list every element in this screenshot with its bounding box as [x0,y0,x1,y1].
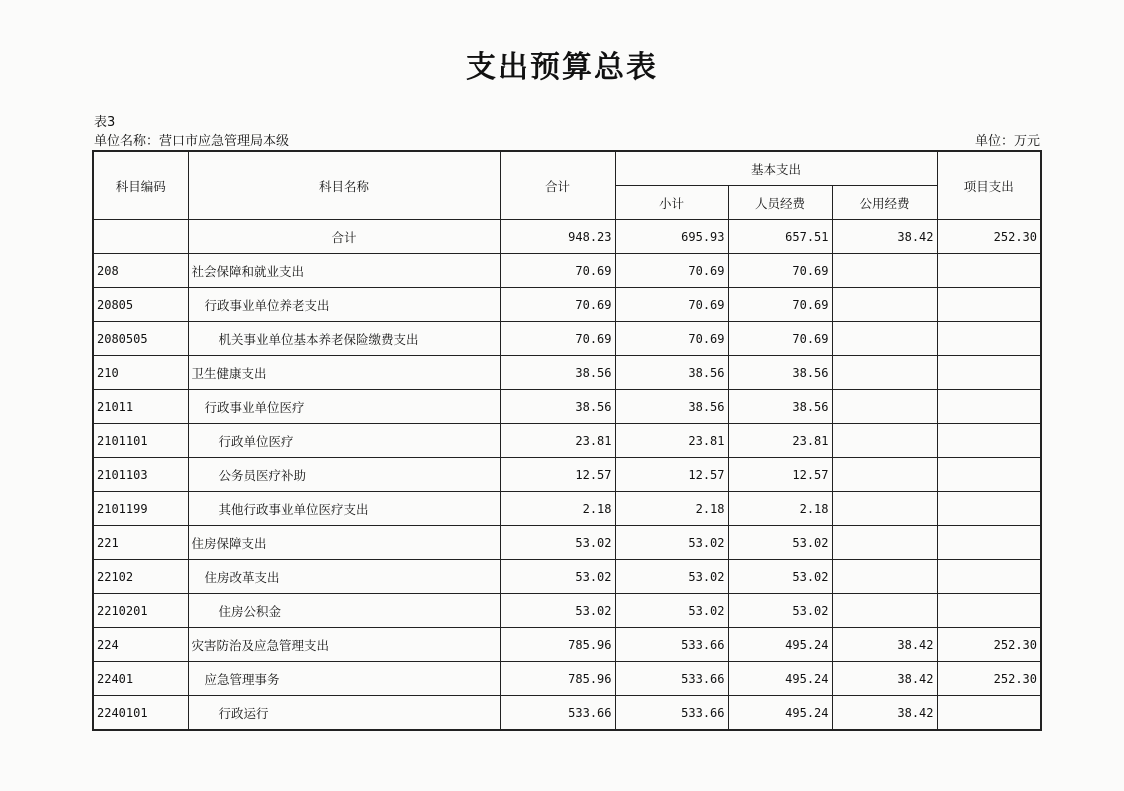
cell-code [93,220,188,254]
cell-personnel: 53.02 [728,560,832,594]
page-title: 支出预算总表 [466,50,658,85]
cell-name: 行政事业单位医疗 [188,390,500,424]
cell-project: 252.30 [937,628,1041,662]
cell-total: 38.56 [500,390,615,424]
cell-total: 2.18 [500,492,615,526]
table-row [93,356,1041,390]
cell-subtotal: 53.02 [615,560,728,594]
table-row [93,220,1041,254]
cell-project [937,696,1041,731]
cell-project [937,288,1041,322]
table-row [93,390,1041,424]
cell-code: 21011 [93,390,188,424]
cell-personnel: 70.69 [728,254,832,288]
cell-code: 2101199 [93,492,188,526]
cell-public [832,594,937,628]
header-public: 公用经费 [832,186,937,220]
cell-code: 2240101 [93,696,188,731]
cell-name: 行政事业单位养老支出 [188,288,500,322]
cell-subtotal: 70.69 [615,254,728,288]
cell-name: 应急管理事务 [188,662,500,696]
cell-name: 社会保障和就业支出 [188,254,500,288]
cell-personnel: 2.18 [728,492,832,526]
cell-name: 其他行政事业单位医疗支出 [188,492,500,526]
cell-name: 灾害防治及应急管理支出 [188,628,500,662]
unit-label: 单位：万元 [974,134,1040,149]
cell-personnel: 657.51 [728,220,832,254]
cell-project [937,322,1041,356]
table-row [93,594,1041,628]
cell-subtotal: 70.69 [615,288,728,322]
cell-public [832,560,937,594]
table-number: 表3 [94,115,116,130]
budget-table [92,150,1042,731]
cell-name: 卫生健康支出 [188,356,500,390]
cell-public [832,288,937,322]
cell-subtotal: 38.56 [615,390,728,424]
cell-subtotal: 53.02 [615,594,728,628]
table-row [93,492,1041,526]
cell-public [832,458,937,492]
table-row [93,424,1041,458]
cell-name: 住房公积金 [188,594,500,628]
cell-personnel: 70.69 [728,322,832,356]
cell-subtotal: 23.81 [615,424,728,458]
cell-subtotal: 12.57 [615,458,728,492]
cell-code: 22401 [93,662,188,696]
cell-code: 22102 [93,560,188,594]
cell-name: 机关事业单位基本养老保险缴费支出 [188,322,500,356]
table-row [93,662,1041,696]
header-total: 合计 [500,151,615,220]
cell-total: 12.57 [500,458,615,492]
cell-total: 533.66 [500,696,615,731]
cell-personnel: 495.24 [728,696,832,731]
table-row [93,696,1041,731]
table-row [93,254,1041,288]
header-code: 科目编码 [93,151,188,220]
cell-total: 785.96 [500,628,615,662]
cell-personnel: 495.24 [728,628,832,662]
cell-code: 20805 [93,288,188,322]
unit-name: 单位名称：营口市应急管理局本级 [94,134,290,149]
cell-public [832,356,937,390]
cell-public [832,492,937,526]
cell-project [937,560,1041,594]
cell-total: 53.02 [500,594,615,628]
cell-personnel: 23.81 [728,424,832,458]
table-row [93,628,1041,662]
cell-project [937,254,1041,288]
cell-project [937,526,1041,560]
cell-code: 224 [93,628,188,662]
cell-subtotal: 533.66 [615,662,728,696]
cell-subtotal: 53.02 [615,526,728,560]
cell-public [832,254,937,288]
cell-total: 53.02 [500,560,615,594]
header-name: 科目名称 [188,151,500,220]
cell-personnel: 53.02 [728,594,832,628]
cell-total: 53.02 [500,526,615,560]
cell-personnel: 38.56 [728,390,832,424]
cell-public [832,322,937,356]
cell-project: 252.30 [937,662,1041,696]
cell-project [937,424,1041,458]
cell-code: 2101103 [93,458,188,492]
cell-code: 2080505 [93,322,188,356]
cell-name: 行政运行 [188,696,500,731]
table-row [93,526,1041,560]
cell-code: 210 [93,356,188,390]
cell-project [937,458,1041,492]
cell-project [937,594,1041,628]
cell-project: 252.30 [937,220,1041,254]
cell-subtotal: 533.66 [615,628,728,662]
cell-code: 221 [93,526,188,560]
cell-total: 785.96 [500,662,615,696]
cell-total: 70.69 [500,254,615,288]
cell-name: 行政单位医疗 [188,424,500,458]
cell-subtotal: 695.93 [615,220,728,254]
table-row [93,560,1041,594]
cell-subtotal: 70.69 [615,322,728,356]
table-row [93,458,1041,492]
cell-project [937,390,1041,424]
cell-public [832,526,937,560]
cell-total: 948.23 [500,220,615,254]
cell-total: 70.69 [500,322,615,356]
cell-personnel: 70.69 [728,288,832,322]
cell-personnel: 495.24 [728,662,832,696]
cell-personnel: 38.56 [728,356,832,390]
cell-public: 38.42 [832,220,937,254]
cell-personnel: 53.02 [728,526,832,560]
cell-name: 住房保障支出 [188,526,500,560]
cell-name: 合计 [188,220,500,254]
cell-public: 38.42 [832,628,937,662]
cell-project [937,356,1041,390]
cell-total: 70.69 [500,288,615,322]
cell-public: 38.42 [832,696,937,731]
cell-project [937,492,1041,526]
cell-code: 208 [93,254,188,288]
cell-subtotal: 2.18 [615,492,728,526]
unit-info-row [94,130,1040,149]
header-subtotal: 小计 [615,186,728,220]
cell-public: 38.42 [832,662,937,696]
cell-total: 38.56 [500,356,615,390]
cell-name: 住房改革支出 [188,560,500,594]
header-project: 项目支出 [937,151,1041,220]
cell-public [832,390,937,424]
cell-subtotal: 38.56 [615,356,728,390]
header-basic: 基本支出 [615,151,937,186]
table-row [93,322,1041,356]
cell-total: 23.81 [500,424,615,458]
budget-table-body [93,220,1041,731]
cell-personnel: 12.57 [728,458,832,492]
cell-name: 公务员医疗补助 [188,458,500,492]
cell-code: 2101101 [93,424,188,458]
cell-public [832,424,937,458]
header-personnel: 人员经费 [728,186,832,220]
cell-code: 2210201 [93,594,188,628]
table-row [93,288,1041,322]
cell-subtotal: 533.66 [615,696,728,731]
